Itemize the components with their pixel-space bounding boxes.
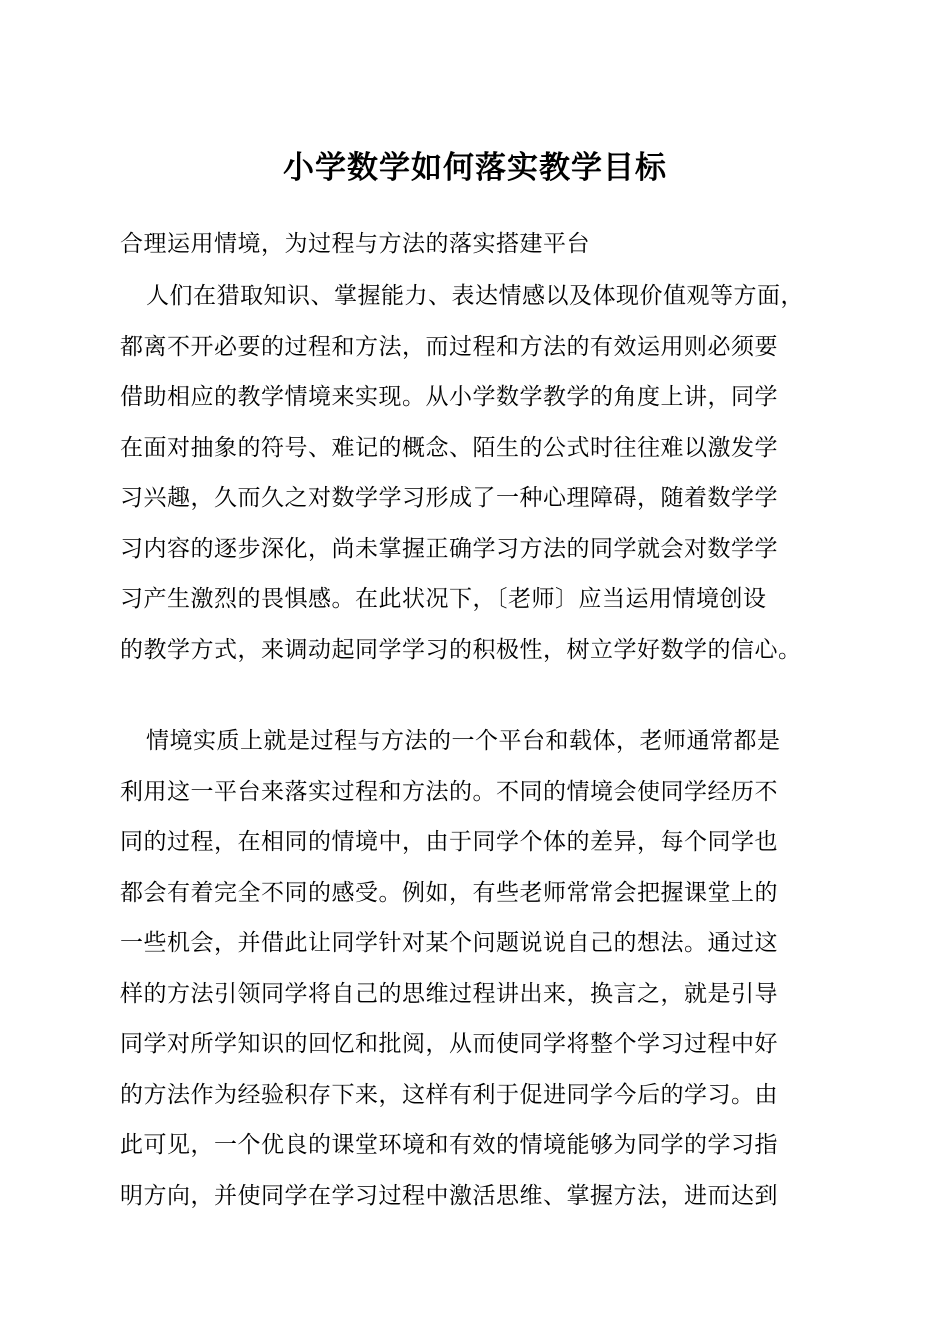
- paragraph-line: 习兴趣，久而久之对数学学习形成了一种心理障碍，随着数学学: [120, 485, 778, 511]
- paragraph-line: 利用这一平台来落实过程和方法的。不同的情境会使同学经历不: [120, 778, 778, 805]
- paragraph-line: 一些机会，并借此让同学针对某个问题说说自己的想法。通过这: [120, 930, 778, 956]
- section-heading: 合理运用情境，为过程与方法的落实搭建平台: [120, 231, 590, 257]
- paragraph-line: 样的方法引领同学将自己的思维过程讲出来，换言之，就是引导: [120, 980, 778, 1007]
- document-title: 小学数学如何落实教学目标: [283, 150, 667, 186]
- paragraph-line: 人们在猎取知识、掌握能力、表达情感以及体现价值观等方面，: [146, 283, 804, 309]
- paragraph-line: 的方法作为经验积存下来，这样有利于促进同学今后的学习。由: [120, 1081, 778, 1108]
- paragraph-line: 习产生激烈的畏惧感。在此状况下，〔老师〕应当运用情境创设: [120, 586, 767, 612]
- paragraph-line: 情境实质上就是过程与方法的一个平台和载体，老师通常都是: [146, 728, 781, 754]
- paragraph-line: 的教学方式，来调动起同学学习的积极性，树立学好数学的信心。: [120, 636, 802, 663]
- paragraph-line: 此可见，一个优良的课堂环境和有效的情境能够为同学的学习指: [120, 1132, 778, 1158]
- paragraph-line: 借助相应的教学情境来实现。从小学数学教学的角度上讲，同学: [120, 384, 778, 410]
- paragraph-line: 都会有着完全不同的感受。例如，有些老师常常会把握课堂上的: [120, 879, 778, 906]
- paragraph-1: [120, 271, 840, 675]
- paragraph-line: 同的过程，在相同的情境中，由于同学个体的差异，每个同学也: [120, 829, 778, 855]
- paragraph-2: [120, 716, 840, 1221]
- paragraph-line: 同学对所学知识的回忆和批阅，从而使同学将整个学习过程中好: [120, 1031, 778, 1057]
- paragraph-line: 明方向，并使同学在学习过程中激活思维、掌握方法，进而达到: [120, 1182, 778, 1209]
- paragraph-line: 习内容的逐步深化，尚未掌握正确学习方法的同学就会对数学学: [120, 535, 778, 562]
- paragraph-line: 都离不开必要的过程和方法，而过程和方法的有效运用则必须要: [120, 333, 778, 360]
- paragraph-line: 在面对抽象的符号、难记的概念、陌生的公式时往往难以激发学: [120, 434, 778, 461]
